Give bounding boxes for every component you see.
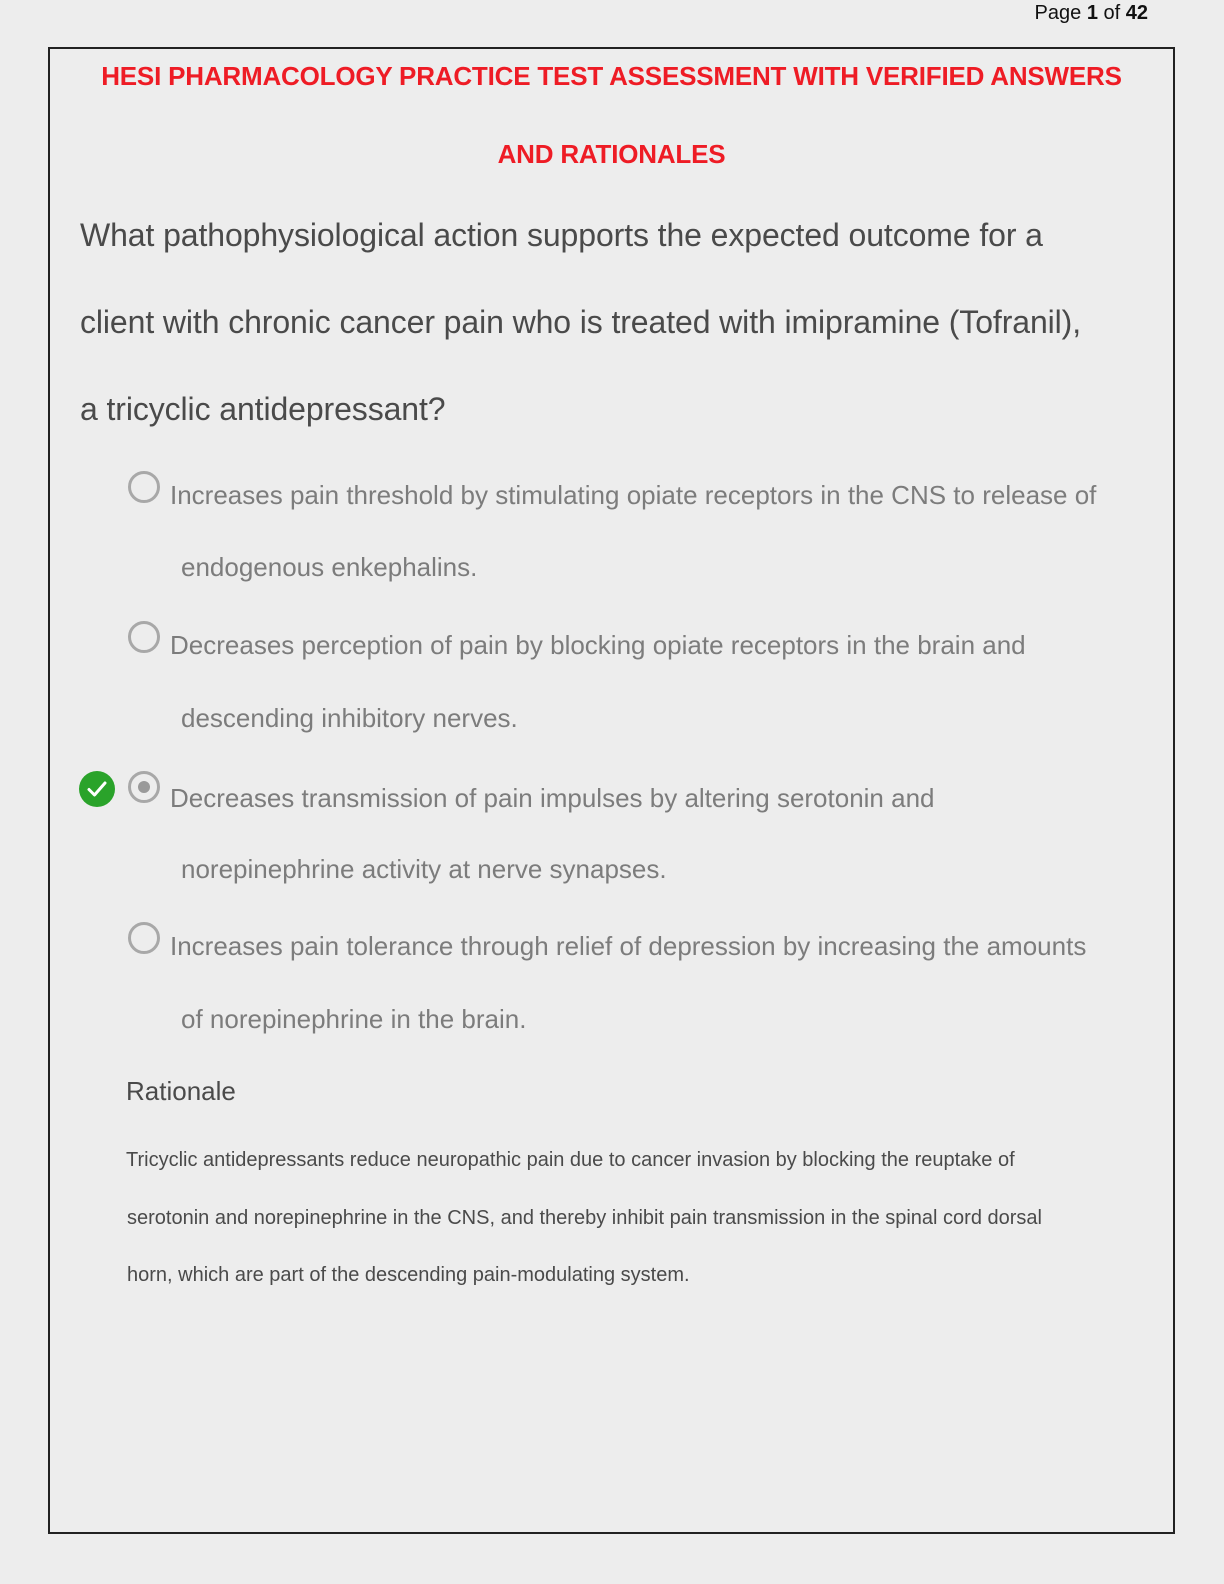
page-current: 1 bbox=[1086, 2, 1098, 24]
rationale-text-line-2: serotonin and norepinephrine in the CNS, and thereby inhibit pain transmission in the spinal cord dorsal bbox=[127, 1207, 1042, 1229]
document-frame bbox=[48, 47, 1175, 1534]
question-text-line-1: What pathophysiological action supports the expected outcome for a bbox=[80, 217, 1043, 253]
rationale-text-line-3: horn, which are part of the descending pain-modulating system. bbox=[127, 1264, 690, 1286]
option-1-text-line-1: Increases pain threshold by stimulating opiate receptors in the CNS to release of bbox=[170, 480, 1097, 510]
option-1-text-line-2: endogenous enkephalins. bbox=[181, 552, 478, 582]
page-number bbox=[1035, 2, 1148, 25]
option-3-text-line-2: norepinephrine activity at nerve synapses. bbox=[181, 854, 667, 884]
question-text-line-2: client with chronic cancer pain who is treated with imipramine (Tofranil), bbox=[80, 304, 1082, 340]
document-title-line-1: HESI PHARMACOLOGY PRACTICE TEST ASSESSMENT WITH VERIFIED ANSWERS bbox=[101, 61, 1122, 91]
page-label: Page bbox=[1034, 2, 1082, 24]
question-text-line-3: a tricyclic antidepressant? bbox=[80, 391, 446, 427]
page-total: 42 bbox=[1125, 2, 1148, 24]
radio-unselected-icon[interactable] bbox=[128, 471, 160, 503]
radio-unselected-icon[interactable] bbox=[128, 621, 160, 653]
option-4-text-line-2: of norepinephrine in the brain. bbox=[181, 1004, 527, 1034]
radio-unselected-icon[interactable] bbox=[128, 922, 160, 954]
radio-selected-icon[interactable] bbox=[128, 771, 160, 803]
option-3-text-line-1: Decreases transmission of pain impulses by altering serotonin and bbox=[170, 783, 935, 813]
page-of: of bbox=[1103, 2, 1121, 24]
rationale-text-line-1: Tricyclic antidepressants reduce neuropathic pain due to cancer invasion by blocking the reuptake of bbox=[126, 1149, 1015, 1171]
option-2-text-line-2: descending inhibitory nerves. bbox=[181, 703, 518, 733]
option-4-text-line-1: Increases pain tolerance through relief of depression by increasing the amounts bbox=[170, 931, 1087, 961]
rationale-heading: Rationale bbox=[126, 1076, 236, 1106]
document-title-line-2: AND RATIONALES bbox=[497, 139, 726, 169]
option-2-text-line-1: Decreases perception of pain by blocking opiate receptors in the brain and bbox=[170, 630, 1026, 660]
check-circle-icon bbox=[79, 771, 115, 807]
